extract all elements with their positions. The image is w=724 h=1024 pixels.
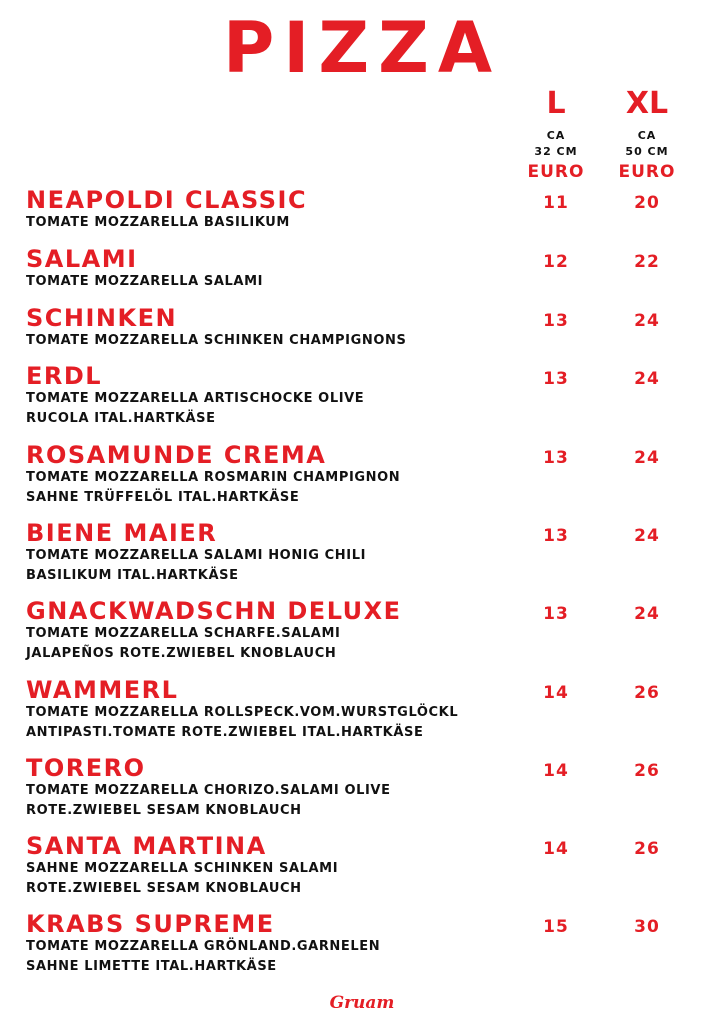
- item-price-xl: 24: [634, 604, 660, 624]
- item-description-line-2: BASILIKUM ITAL.HARTKÄSE: [26, 568, 239, 583]
- item-price-l: 13: [543, 369, 569, 389]
- item-price-l: 11: [543, 193, 569, 213]
- item-price-xl: 26: [634, 761, 660, 781]
- item-description-line-1: TOMATE MOZZARELLA SALAMI: [26, 274, 264, 289]
- item-price-xl: 24: [634, 311, 660, 331]
- size-label-xl: XL: [625, 86, 669, 121]
- size-cm-l: 32 CM: [534, 145, 578, 158]
- size-ca-l: CA: [546, 129, 566, 142]
- currency-l: EURO: [527, 162, 585, 182]
- item-description-line-2: ROTE.ZWIEBEL SESAM KNOBLAUCH: [26, 803, 302, 818]
- menu-title: PIZZA: [222, 7, 502, 89]
- item-price-l: 13: [543, 311, 569, 331]
- item-name: SCHINKEN: [26, 304, 178, 332]
- item-description: [26, 213, 290, 233]
- item-price-xl: 24: [634, 369, 660, 389]
- size-cm-xl: 50 CM: [625, 145, 669, 158]
- item-name: ROSAMUNDE CREMA: [26, 441, 327, 469]
- item-description-line-1: TOMATE MOZZARELLA BASILIKUM: [26, 215, 290, 230]
- item-name: ERDL: [26, 362, 103, 390]
- item-description-line-2: ROTE.ZWIEBEL SESAM KNOBLAUCH: [26, 881, 302, 896]
- item-name: WAMMERL: [26, 676, 179, 704]
- item-price-l: 14: [543, 683, 569, 703]
- item-name: TORERO: [26, 754, 146, 782]
- item-name: BIENE MAIER: [26, 519, 218, 547]
- item-description: [26, 389, 364, 429]
- item-price-l: 12: [543, 252, 569, 272]
- footer-signature: Gruam: [329, 993, 395, 1013]
- item-description: [26, 859, 338, 899]
- item-description-line-1: TOMATE MOZZARELLA ROSMARIN CHAMPIGNON: [26, 470, 401, 485]
- item-description-line-2: ANTIPASTI.TOMATE ROTE.ZWIEBEL ITAL.HARTKÄSE: [26, 725, 424, 740]
- size-ca-xl: CA: [637, 129, 657, 142]
- item-price-l: 13: [543, 448, 569, 468]
- item-description-line-1: SAHNE MOZZARELLA SCHINKEN SALAMI: [26, 861, 339, 876]
- item-price-xl: 26: [634, 683, 660, 703]
- item-name: KRABS SUPREME: [26, 910, 275, 938]
- item-price-xl: 30: [634, 917, 660, 937]
- item-description-line-1: TOMATE MOZZARELLA ARTISCHOCKE OLIVE: [26, 391, 365, 406]
- item-price-xl: 24: [634, 448, 660, 468]
- item-description: [26, 272, 263, 292]
- item-price-l: 14: [543, 761, 569, 781]
- item-price-l: 14: [543, 839, 569, 859]
- item-price-l: 13: [543, 604, 569, 624]
- item-description: [26, 781, 391, 821]
- item-name: SANTA MARTINA: [26, 832, 267, 860]
- item-description-line-2: RUCOLA ITAL.HARTKÄSE: [26, 411, 216, 426]
- item-description-line-1: TOMATE MOZZARELLA GRÖNLAND.GARNELEN: [26, 939, 381, 954]
- item-description-line-1: TOMATE MOZZARELLA SCHARFE.SALAMI: [26, 626, 341, 641]
- item-price-xl: 20: [634, 193, 660, 213]
- item-description-line-1: TOMATE MOZZARELLA SCHINKEN CHAMPIGNONS: [26, 333, 407, 348]
- item-description-line-2: SAHNE LIMETTE ITAL.HARTKÄSE: [26, 959, 277, 974]
- item-price-xl: 22: [634, 252, 660, 272]
- item-name: SALAMI: [26, 245, 138, 273]
- item-price-xl: 24: [634, 526, 660, 546]
- item-price-l: 15: [543, 917, 569, 937]
- item-description: [26, 624, 340, 664]
- item-price-l: 13: [543, 526, 569, 546]
- item-name: GNACKWADSCHN DELUXE: [26, 597, 402, 625]
- item-description: [26, 546, 366, 586]
- item-description: [26, 468, 400, 508]
- size-label-l: L: [546, 86, 566, 121]
- item-description-line-1: TOMATE MOZZARELLA CHORIZO.SALAMI OLIVE: [26, 783, 391, 798]
- item-description-line-1: TOMATE MOZZARELLA ROLLSPECK.VOM.WURSTGLÖCKL: [26, 705, 459, 720]
- item-description-line-2: JALAPEÑOS ROTE.ZWIEBEL KNOBLAUCH: [26, 646, 337, 661]
- item-description: [26, 703, 458, 743]
- item-name: NEAPOLDI CLASSIC: [26, 186, 308, 214]
- item-price-xl: 26: [634, 839, 660, 859]
- item-description-line-1: TOMATE MOZZARELLA SALAMI HONIG CHILI: [26, 548, 367, 563]
- item-description-line-2: SAHNE TRÜFFELÖL ITAL.HARTKÄSE: [26, 490, 300, 505]
- item-description: [26, 331, 406, 351]
- item-description: [26, 937, 380, 977]
- currency-xl: EURO: [618, 162, 676, 182]
